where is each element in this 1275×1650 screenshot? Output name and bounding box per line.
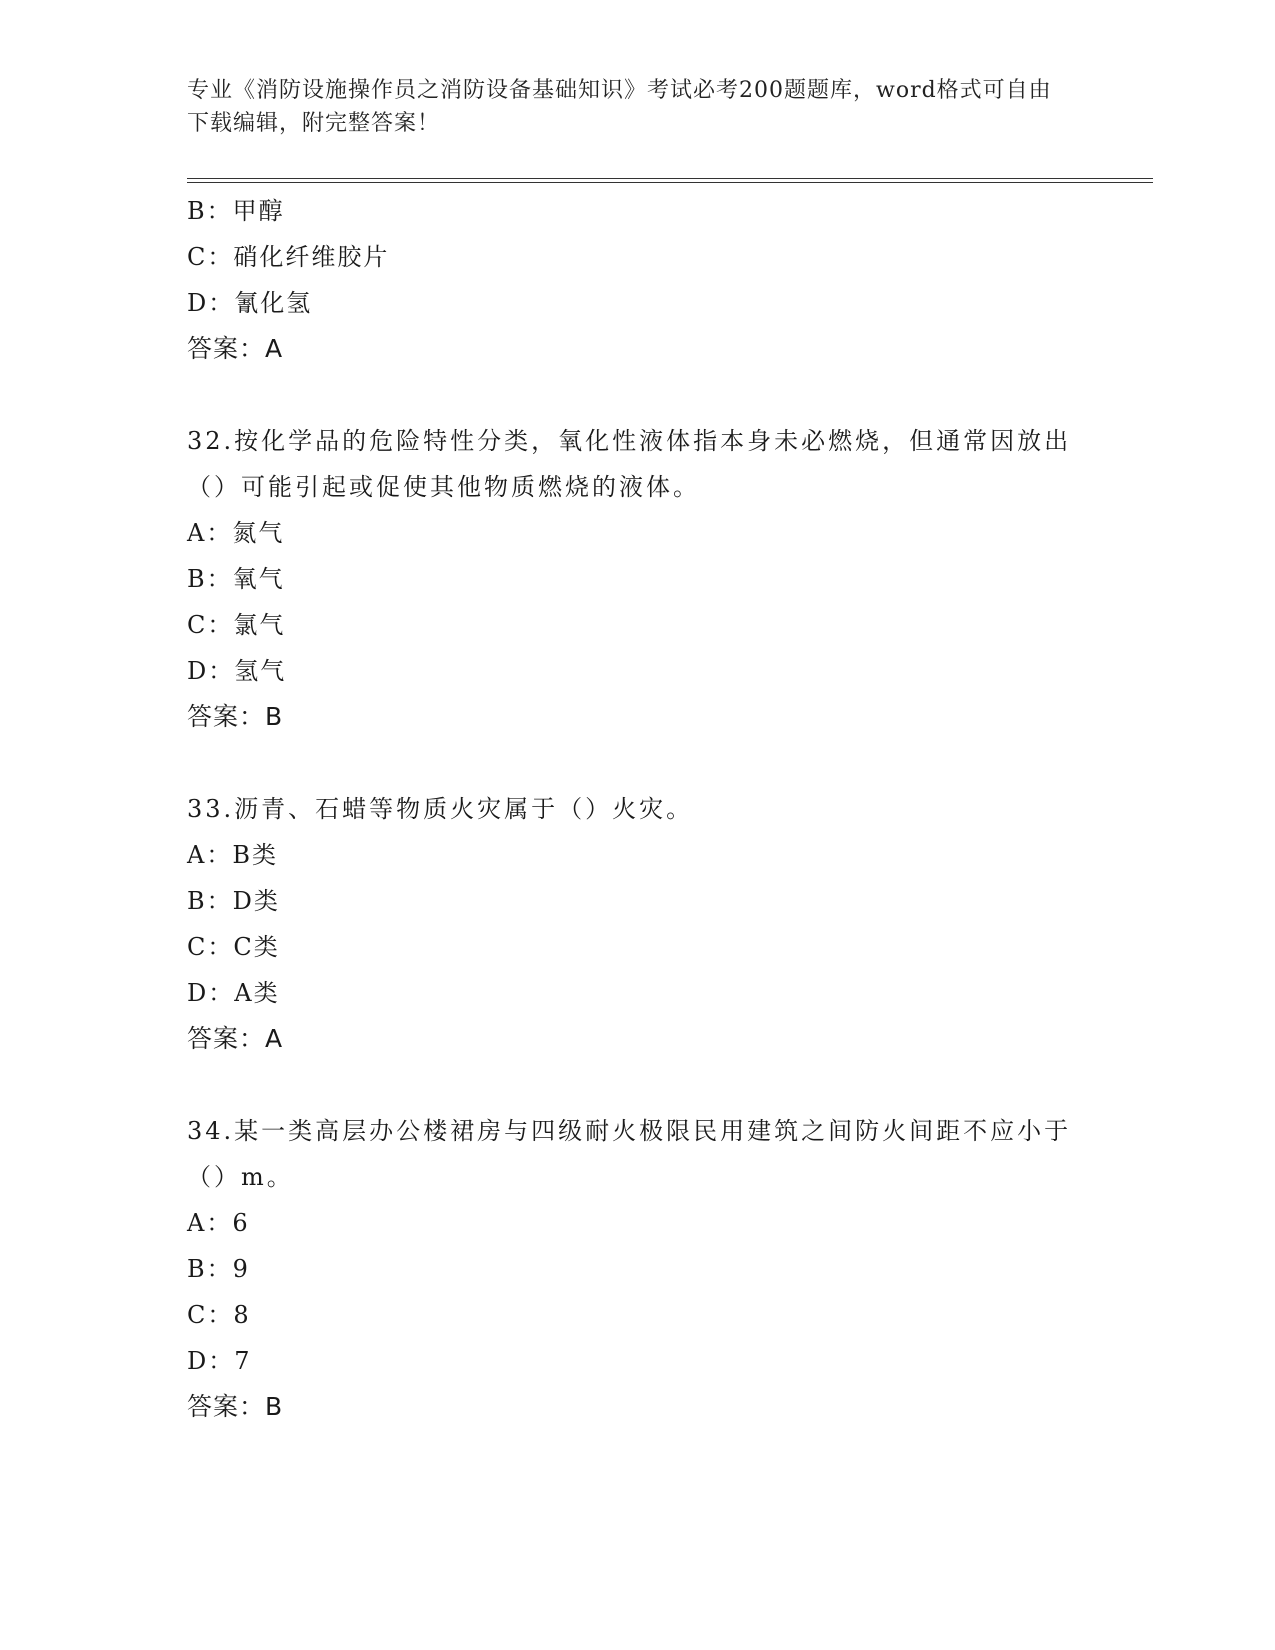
option-c: C：氯气: [187, 611, 286, 639]
option-c: C：C类: [187, 933, 280, 961]
option-b: B：甲醇: [187, 197, 285, 225]
header-rule-bottom: [187, 182, 1153, 183]
option-d: D：氰化氢: [187, 289, 313, 317]
answer-line: 答案：A: [187, 334, 284, 363]
question-text: 34.某一类高层办公楼裙房与四级耐火极限民用建筑之间防火间距不应小于（）m。: [187, 1117, 1072, 1191]
option-a: A：氮气: [187, 519, 285, 547]
question-list: [187, 188, 1087, 1430]
option-d: D：A类: [187, 979, 280, 1007]
answer-line: 答案：B: [187, 702, 284, 731]
option-d: D：氢气: [187, 657, 287, 685]
option-a: A：B类: [187, 841, 278, 869]
option-c: C：8: [187, 1301, 251, 1329]
option-c: C：硝化纤维胶片: [187, 243, 390, 271]
option-b: B：D类: [187, 887, 280, 915]
answer-line: 答案：A: [187, 1024, 284, 1053]
option-b: B：9: [187, 1255, 250, 1283]
prev-question-tail: [187, 188, 1087, 372]
question-33: [187, 786, 1087, 1062]
option-a: A：6: [187, 1209, 250, 1237]
question-text: 33.沥青、石蜡等物质火灾属于（）火灾。: [187, 795, 694, 823]
header-rule-top: [187, 178, 1153, 179]
option-b: B：氧气: [187, 565, 285, 593]
question-32: [187, 418, 1087, 740]
page-header: 专业《消防设施操作员之消防设备基础知识》考试必考200题题库，word格式可自由下载编辑，附完整答案！: [187, 78, 1052, 136]
answer-line: 答案：B: [187, 1392, 284, 1421]
question-text: 32.按化学品的危险特性分类，氧化性液体指本身未必燃烧，但通常因放出（）可能引起或促使其他物质燃烧的液体。: [187, 427, 1072, 501]
option-d: D：7: [187, 1347, 252, 1375]
question-34: [187, 1108, 1087, 1430]
